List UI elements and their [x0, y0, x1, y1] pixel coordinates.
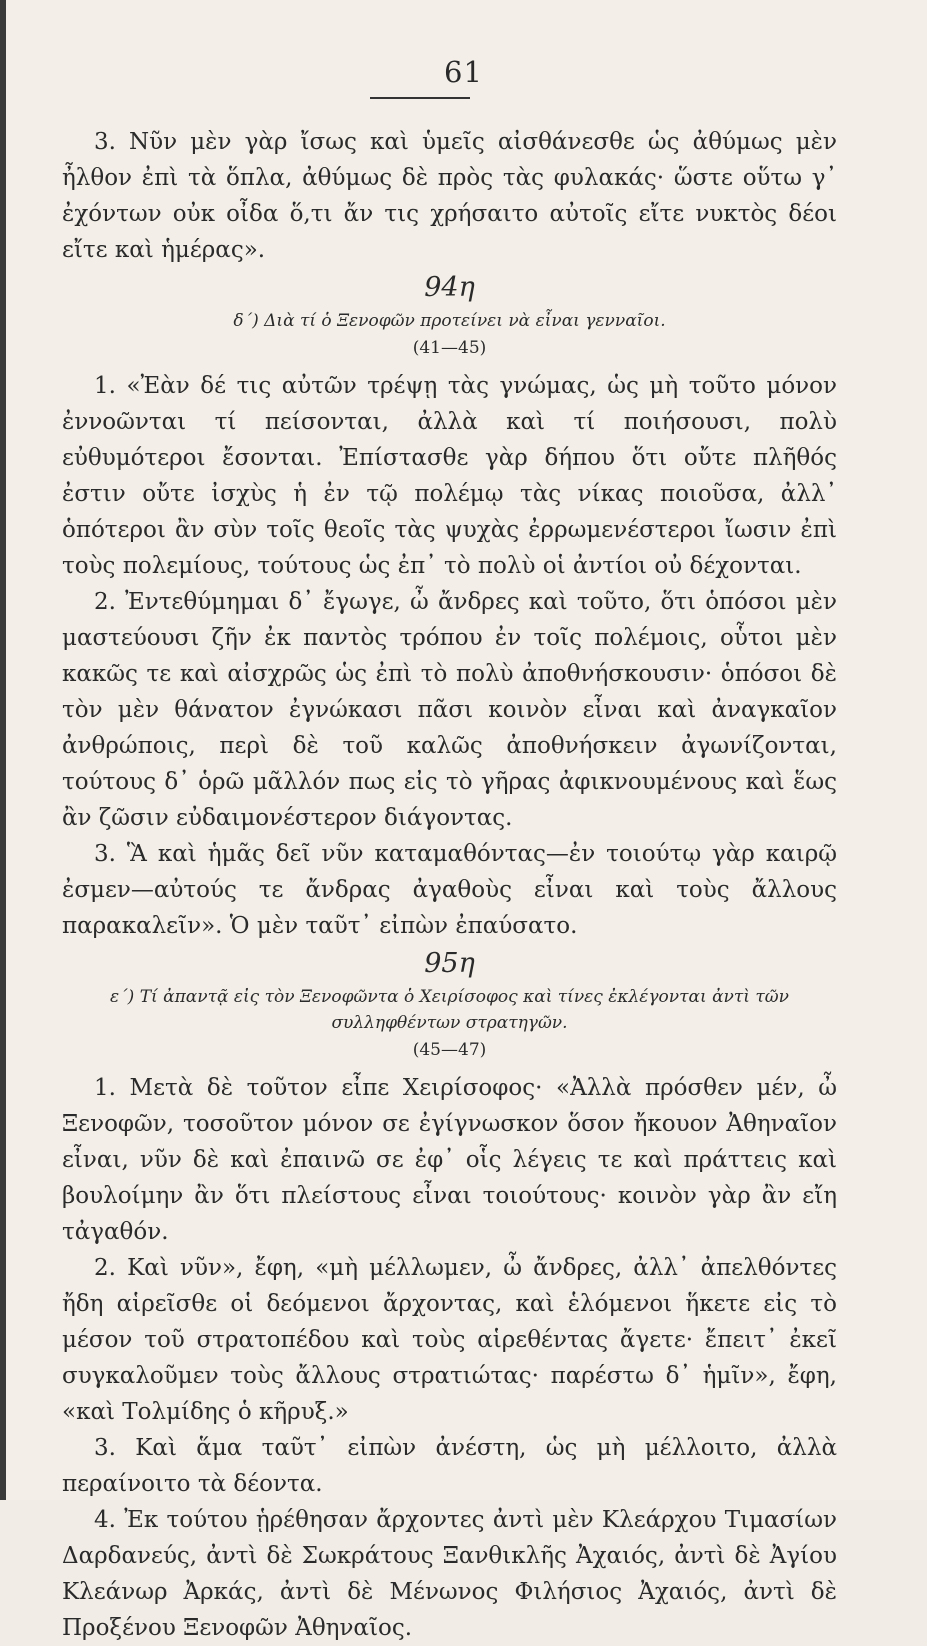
- paragraph: 3. Νῦν μὲν γὰρ ἴσως καὶ ὑμεῖς αἰσθάνεσθε ὡς ἀθύμως μὲν ἦλθον ἐπὶ τὰ ὅπλα, ἀθύμως δὲ πρὸς τὰς φυλακάς· ὥστε οὕτω γ᾽ ἐχόντων οὐκ οἶδα ὅ,τι ἄν τις χρήσαιτο αὐτοῖς εἴτε νυκτὸς δέοι εἴτε καὶ ἡμέρας».: [62, 129, 837, 263]
- section-number: 95η: [424, 948, 475, 979]
- page-number: 61: [444, 55, 483, 89]
- paragraph: 2. Καὶ νῦν», ἔφη, «μὴ μέλλωμεν, ὦ ἄνδρες, ἀλλ᾽ ἀπελθόντες ἤδη αἱρεῖσθε οἱ δεόμενοι ἄρχοντας, καὶ ἑλόμενοι ἥκετε εἰς τὸ μέσον τοῦ στρατοπέδου καὶ τοὺς αἱρεθέντας ἄγετε· ἔπειτ᾽ ἐκεῖ συγκαλοῦμεν τοὺς ἄλλους στρατιώτας· παρέστω δ᾽ ἡμῖν», ἔφη, «καὶ Τολμίδης ὁ κῆρυξ.»: [62, 1255, 837, 1425]
- section-range: (41—45): [412, 338, 487, 358]
- binding-edge: [0, 0, 6, 1500]
- paragraph: 1. «Ἐὰν δέ τις αὐτῶν τρέψῃ τὰς γνώμας, ὡς μὴ τοῦτο μόνον ἐννοῶνται τί πείσονται, ἀλλὰ καὶ τί ποιήσουσι, πολὺ εὐθυμότεροι ἔσονται. Ἐπίστασθε γὰρ δήπου ὅτι οὔτε πλῆθός ἐστιν οὔτε ἰσχὺς ἡ ἐν τῷ πολέμῳ τὰς νίκας ποιοῦσα, ἀλλ᾽ ὁπότεροι ἂν σὺν τοῖς θεοῖς τὰς ψυχὰς ἐρρωμενέστεροι ἴωσιν ἐπὶ τοὺς πολεμίους, τούτους ὡς ἐπ᾽ τὸ πολὺ οἱ ἀντίοι οὐ δέχονται.: [62, 373, 837, 579]
- section-heading: δ΄) Διὰ τί ὁ Ξενοφῶν προτείνει νὰ εἶναι γενναῖοι.: [233, 311, 666, 331]
- paragraph: 1. Μετὰ δὲ τοῦτον εἶπε Χειρίσοφος· «Ἀλλὰ πρόσθεν μέν, ὦ Ξενοφῶν, τοσοῦτον μόνον σε ἐγίγνωσκον ὅσον ἤκουον Ἀθηναῖον εἶναι, νῦν δὲ καὶ ἐπαινῶ σε ἐφ᾽ οἷς λέγεις τε καὶ πράττεις καὶ βουλοίμην ἂν ὅτι πλείστους εἶναι τοιούτους· κοινὸν γὰρ ἂν εἴη τἀγαθόν.: [62, 1075, 837, 1245]
- paragraph: 2. Ἐντεθύμημαι δ᾽ ἔγωγε, ὦ ἄνδρες καὶ τοῦτο, ὅτι ὁπόσοι μὲν μαστεύουσι ζῆν ἐκ παντὸς τρόπου ἐν τοῖς πολέμοις, οὗτοι μὲν κακῶς τε καὶ αἰσχρῶς ὡς ἐπὶ τὸ πολὺ ἀποθνήσκουσιν· ὁπόσοι δὲ τὸν μὲν θάνατον ἐγνώκασι πᾶσι κοινὸν εἶναι καὶ ἀναγκαῖον ἀνθρώποις, περὶ δὲ τοῦ καλῶς ἀποθνήσκειν ἀγωνίζονται, τούτους δ᾽ ὁρῶ μᾶλλόν πως εἰς τὸ γῆρας ἀφικνουμένους καὶ ἕως ἂν ζῶσιν εὐδαιμονέστερον διάγοντας.: [62, 589, 837, 831]
- paragraph: 3. Ἃ καὶ ἡμᾶς δεῖ νῦν καταμαθόντας—ἐν τοιούτῳ γὰρ καιρῷ ἐσμεν—αὐτούς τε ἄνδρας ἀγαθοὺς εἶναι καὶ τοὺς ἄλλους παρακαλεῖν». Ὁ μὲν ταῦτ᾽ εἰπὼν ἐπαύσατο.: [62, 841, 837, 939]
- section-range: (45—47): [412, 1040, 487, 1060]
- paragraph: 4. Ἐκ τούτου ᾑρέθησαν ἄρχοντες ἀντὶ μὲν Κλεάρχου Τιμασίων Δαρδανεύς, ἀντὶ δὲ Σωκράτους Ξανθικλῆς Ἀχαιός, ἀντὶ δὲ Ἀγίου Κλεάνωρ Ἀρκάς, ἀντὶ δὲ Μένωνος Φιλήσιος Ἀχαιός, ἀντὶ δὲ Προξένου Ξενοφῶν Ἀθηναῖος.: [62, 1507, 837, 1641]
- paragraph: 3. Καὶ ἅμα ταῦτ᾽ εἰπὼν ἀνέστη, ὡς μὴ μέλλοιτο, ἀλλὰ περαίνοιτο τὰ δέοντα.: [62, 1435, 837, 1497]
- page-content: [62, 124, 837, 1646]
- section-heading: ε΄) Τί ἀπαντᾷ εἰς τὸν Ξενοφῶντα ὁ Χειρίσοφος καὶ τίνες ἐκλέγονται ἀντὶ τῶν συλληφθέντων στρατηγῶν.: [110, 987, 789, 1033]
- page-number-rule: [370, 97, 470, 99]
- section-number: 94η: [424, 272, 475, 303]
